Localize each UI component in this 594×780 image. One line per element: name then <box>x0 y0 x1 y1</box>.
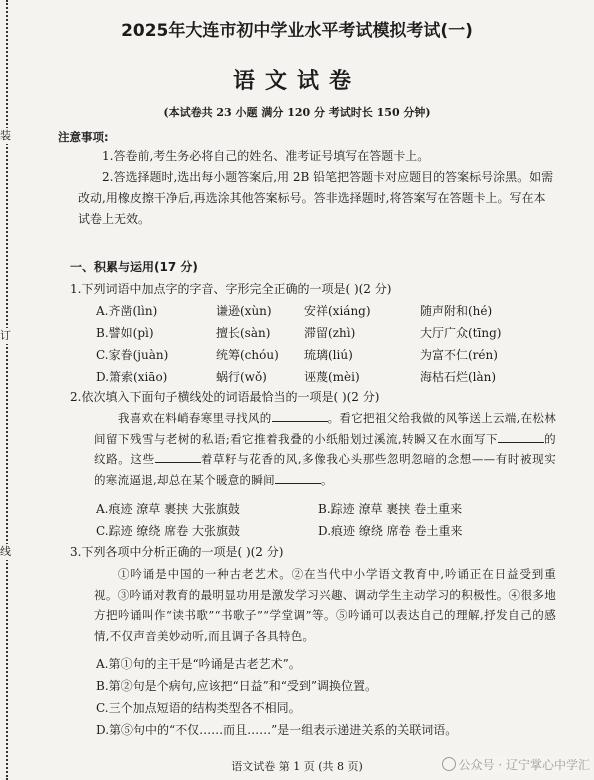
question-3-stem: 3.下列各项中分析正确的一项是( )(2 分) <box>70 545 284 559</box>
q2-option-b: B.踪迹 潦草 裹挟 卷土重来 <box>318 502 463 516</box>
page-footer: 语文试卷 第 1 页 (共 8 页) <box>231 760 363 773</box>
paper-subtitle: 语文试卷 <box>232 69 361 94</box>
wechat-icon <box>442 757 456 771</box>
q2-passage-part-4: 着草籽与花香的风,多像我心头那些忽明忽暗的念想——有时被现实的寒流逼退,却总在某个暖意的瞬间 <box>94 452 557 487</box>
q2-blank-2 <box>498 430 544 443</box>
exam-page <box>20 0 574 780</box>
question-2-stem: 2.依次填入下面句子横线处的词语最恰当的一项是( )(2 分) <box>70 390 380 404</box>
q1-b-2: 擅长(sàn) <box>216 326 271 340</box>
q2-passage <box>94 408 556 490</box>
exam-title: 2025年大连市初中学业水平考试模拟考试(一) <box>121 21 473 41</box>
q3-choice-d: D.第⑤句中的“不仅……而且……”是一组表示递进关系的关联词语。 <box>96 723 458 737</box>
q1-c-1: C.家眷(juàn) <box>96 348 169 362</box>
q1-a-2: 谦逊(xùn) <box>216 304 272 318</box>
q1-row-d <box>96 368 574 384</box>
q2-passage-part-1: 我喜欢在料峭春寒里寻找风的 <box>118 411 272 425</box>
q1-d-4: 海枯石烂(làn) <box>420 370 497 384</box>
watermark <box>440 756 592 773</box>
q1-b-3: 滞留(zhì) <box>304 326 356 340</box>
q1-d-2: 蜗行(wǒ) <box>216 370 267 384</box>
q2-option-c: C.踪迹 缭绕 席卷 大张旗鼓 <box>96 524 241 538</box>
q1-b-1: B.譬如(pì) <box>96 326 154 340</box>
q1-a-1: A.齐凿(lìn) <box>96 304 158 318</box>
binding-mark-zhuang: 装 <box>0 129 11 142</box>
q3-choice-c: C.三个加点短语的结构类型各不相同。 <box>96 701 301 715</box>
question-1-stem: 1.下列词语中加点字的字音、字形完全正确的一项是( )(2 分) <box>70 282 392 296</box>
q2-passage-part-2: 。看它把祖父给我做的风筝送上云端,在松林间留下残雪与老树的私语;看它推着我叠的小纸船划过溪流,转瞬又在水面写下 <box>94 411 556 446</box>
q2-blank-4 <box>275 471 321 484</box>
q1-c-4: 为富不仁(rén) <box>420 348 498 362</box>
q2-options-row-2 <box>96 522 574 538</box>
q1-a-3: 安祥(xiáng) <box>304 304 371 318</box>
notice-item-1: 1.答卷前,考生务必将自己的姓名、准考证号填写在答题卡上。 <box>102 149 430 163</box>
watermark-text: 公众号 · 辽宁掌心中学汇 <box>458 758 590 772</box>
binding-mark-xian: 线 <box>0 545 11 558</box>
q1-a-4: 随声附和(hé) <box>420 304 493 318</box>
binding-mark-ding: 订 <box>0 329 11 342</box>
q2-options-row-1 <box>96 500 574 516</box>
q2-option-d: D.痕迹 缭绕 席卷 卷土重来 <box>318 524 463 538</box>
q2-passage-part-5: 。 <box>320 472 333 487</box>
exam-meta: (本试卷共 23 小题 满分 120 分 考试时长 150 分钟) <box>163 106 431 119</box>
q1-c-3: 琉璃(liú) <box>304 348 353 362</box>
notice-item-2: 2.答选择题时,选出每小题答案后,用 2B 铅笔把答题卡对应题目的答案标号涂黑。如需改动,用橡皮擦干净后,再选涂其他答案标号。答非选择题时,将答案写在答题卡上。写在本试卷上无效。 <box>78 170 554 226</box>
q1-c-2: 统筹(chóu) <box>216 348 279 362</box>
notice-heading: 注意事项: <box>58 130 109 144</box>
q2-blank-1 <box>272 409 328 422</box>
q3-passage: ①吟诵是中国的一种古老艺术。②在当代中小学语文教育中,吟诵正在日益受到重视。③吟诵对教育的最明显功用是激发学习兴趣、调动学生主动学习的积极性。④很多地方把吟诵叫作“读书歌”“书歌子”“学堂调”等。⑤吟诵可以表达自己的理解,抒发自己的感情,不仅声音美妙动听,而且调子各具特色。 <box>94 567 556 643</box>
q2-passage-part-3: 的纹路。这些 <box>94 431 556 466</box>
q3-choice-a: A.第①句的主干是“吟诵是古老艺术”。 <box>96 657 301 671</box>
q2-option-a: A.痕迹 潦草 裹挟 大张旗鼓 <box>96 502 240 516</box>
section-heading: 一、积累与运用(17 分) <box>70 260 198 274</box>
q1-b-4: 大厅广众(tīng) <box>420 326 502 340</box>
binding-line <box>6 0 14 780</box>
q1-row-b <box>96 324 574 340</box>
q2-blank-3 <box>155 450 201 463</box>
q1-d-3: 诬蔑(mèi) <box>304 370 360 384</box>
q1-row-a <box>96 302 574 318</box>
q1-row-c <box>96 346 574 362</box>
q1-d-1: D.箫索(xiāo) <box>96 370 168 384</box>
q3-choice-b: B.第②句是个病句,应该把“日益”和“受到”调换位置。 <box>96 679 377 693</box>
